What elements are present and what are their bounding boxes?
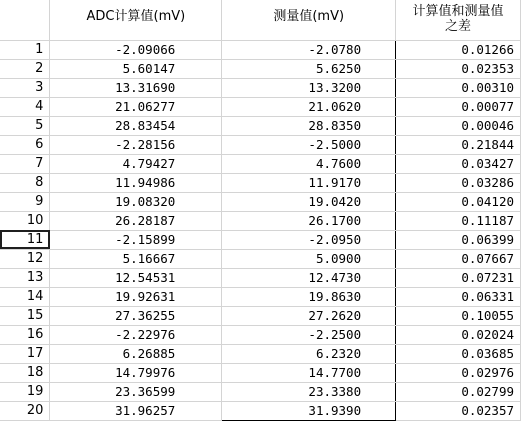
table-row [0,59,521,78]
row-index-cell[interactable]: 14 [0,287,50,306]
difference-cell[interactable]: 0.10055 [396,306,521,325]
difference-cell[interactable]: 0.03286 [396,173,521,192]
row-index-cell[interactable]: 18 [0,363,50,382]
adc-value-cell[interactable]: 5.60147 [50,59,222,78]
row-index-cell[interactable]: 9 [0,192,50,211]
table-row [0,230,521,249]
table-row [0,325,521,344]
adc-value-cell[interactable]: 31.96257 [50,401,222,420]
adc-value-cell[interactable]: 14.79976 [50,363,222,382]
measured-value-cell[interactable]: 14.7700 [222,363,396,382]
difference-cell[interactable]: 0.21844 [396,135,521,154]
measured-value-cell[interactable]: 21.0620 [222,97,396,116]
difference-cell[interactable]: 0.04120 [396,192,521,211]
adc-value-cell[interactable]: 5.16667 [50,249,222,268]
row-index-cell[interactable]: 10 [0,211,50,230]
row-index-cell[interactable]: 3 [0,78,50,97]
table-row [0,116,521,135]
difference-cell[interactable]: 0.07231 [396,268,521,287]
row-index-cell[interactable]: 13 [0,268,50,287]
table-row [0,344,521,363]
row-index-cell[interactable]: 19 [0,382,50,401]
adc-value-cell[interactable]: 6.26885 [50,344,222,363]
difference-cell[interactable]: 0.01266 [396,40,521,59]
table-row [0,249,521,268]
measured-value-cell[interactable]: 6.2320 [222,344,396,363]
difference-cell[interactable]: 0.02357 [396,401,521,420]
adc-value-cell[interactable]: -2.22976 [50,325,222,344]
row-index-cell[interactable]: 11 [0,230,50,249]
adc-value-cell[interactable]: 21.06277 [50,97,222,116]
table-row [0,40,521,59]
measured-value-cell[interactable]: 26.1700 [222,211,396,230]
table-row [0,211,521,230]
row-index-cell[interactable]: 12 [0,249,50,268]
adc-value-cell[interactable]: -2.15899 [50,230,222,249]
row-index-cell[interactable]: 16 [0,325,50,344]
adc-value-cell[interactable]: 4.79427 [50,154,222,173]
table-row [0,154,521,173]
adc-value-cell[interactable]: 19.92631 [50,287,222,306]
difference-cell[interactable]: 0.06399 [396,230,521,249]
table-row [0,173,521,192]
measured-value-cell[interactable]: -2.5000 [222,135,396,154]
row-index-cell[interactable]: 6 [0,135,50,154]
measured-value-cell[interactable]: 5.6250 [222,59,396,78]
row-index-cell[interactable]: 7 [0,154,50,173]
adc-value-cell[interactable]: -2.28156 [50,135,222,154]
table-row [0,363,521,382]
table-row [0,268,521,287]
row-index-cell[interactable]: 5 [0,116,50,135]
adc-value-cell[interactable]: 11.94986 [50,173,222,192]
difference-cell[interactable]: 0.02976 [396,363,521,382]
header-adc-value[interactable]: ADC计算值(mV) [50,0,222,40]
table-row [0,192,521,211]
table-row [0,97,521,116]
measured-value-cell[interactable]: 11.9170 [222,173,396,192]
header-difference-line1: 计算值和测量值 [412,4,504,19]
header-difference[interactable] [396,0,521,40]
row-index-cell[interactable]: 4 [0,97,50,116]
adc-value-cell[interactable]: 13.31690 [50,78,222,97]
measured-value-cell[interactable]: 19.8630 [222,287,396,306]
difference-cell[interactable]: 0.03685 [396,344,521,363]
measured-value-cell[interactable]: 13.3200 [222,78,396,97]
difference-cell[interactable]: 0.00077 [396,97,521,116]
row-index-cell[interactable]: 17 [0,344,50,363]
header-difference-line2: 之差 [445,19,472,34]
difference-cell[interactable]: 0.00046 [396,116,521,135]
table-row [0,306,521,325]
difference-cell[interactable]: 0.00310 [396,78,521,97]
difference-cell[interactable]: 0.07667 [396,249,521,268]
adc-value-cell[interactable]: 19.08320 [50,192,222,211]
header-index-cell[interactable] [0,0,50,40]
adc-value-cell[interactable]: 26.28187 [50,211,222,230]
table-row [0,401,521,420]
table-row [0,78,521,97]
adc-value-cell[interactable]: 12.54531 [50,268,222,287]
measured-value-cell[interactable]: -2.2500 [222,325,396,344]
measured-value-cell[interactable]: -2.0780 [222,40,396,59]
row-index-cell[interactable]: 1 [0,40,50,59]
header-row [0,0,521,40]
adc-value-cell[interactable]: -2.09066 [50,40,222,59]
measured-value-cell[interactable]: 23.3380 [222,382,396,401]
measured-value-cell[interactable]: 4.7600 [222,154,396,173]
measured-value-cell[interactable]: -2.0950 [222,230,396,249]
measured-value-cell[interactable]: 28.8350 [222,116,396,135]
table-row [0,382,521,401]
adc-value-cell[interactable]: 28.83454 [50,116,222,135]
difference-cell[interactable]: 0.02353 [396,59,521,78]
difference-cell[interactable]: 0.11187 [396,211,521,230]
measured-value-cell[interactable]: 19.0420 [222,192,396,211]
measured-value-cell[interactable]: 12.4730 [222,268,396,287]
difference-cell[interactable]: 0.02799 [396,382,521,401]
row-index-cell[interactable]: 20 [0,401,50,420]
measured-value-cell[interactable]: 27.2620 [222,306,396,325]
row-index-cell[interactable]: 15 [0,306,50,325]
table-row [0,135,521,154]
header-measured-value[interactable]: 测量值(mV) [222,0,396,40]
difference-cell[interactable]: 0.06331 [396,287,521,306]
adc-value-cell[interactable]: 23.36599 [50,382,222,401]
table-row [0,287,521,306]
row-index-cell[interactable]: 8 [0,173,50,192]
measured-value-cell[interactable]: 5.0900 [222,249,396,268]
adc-value-cell[interactable]: 27.36255 [50,306,222,325]
difference-cell[interactable]: 0.03427 [396,154,521,173]
measured-value-cell[interactable]: 31.9390 [222,401,396,420]
row-index-cell[interactable]: 2 [0,59,50,78]
difference-cell[interactable]: 0.02024 [396,325,521,344]
